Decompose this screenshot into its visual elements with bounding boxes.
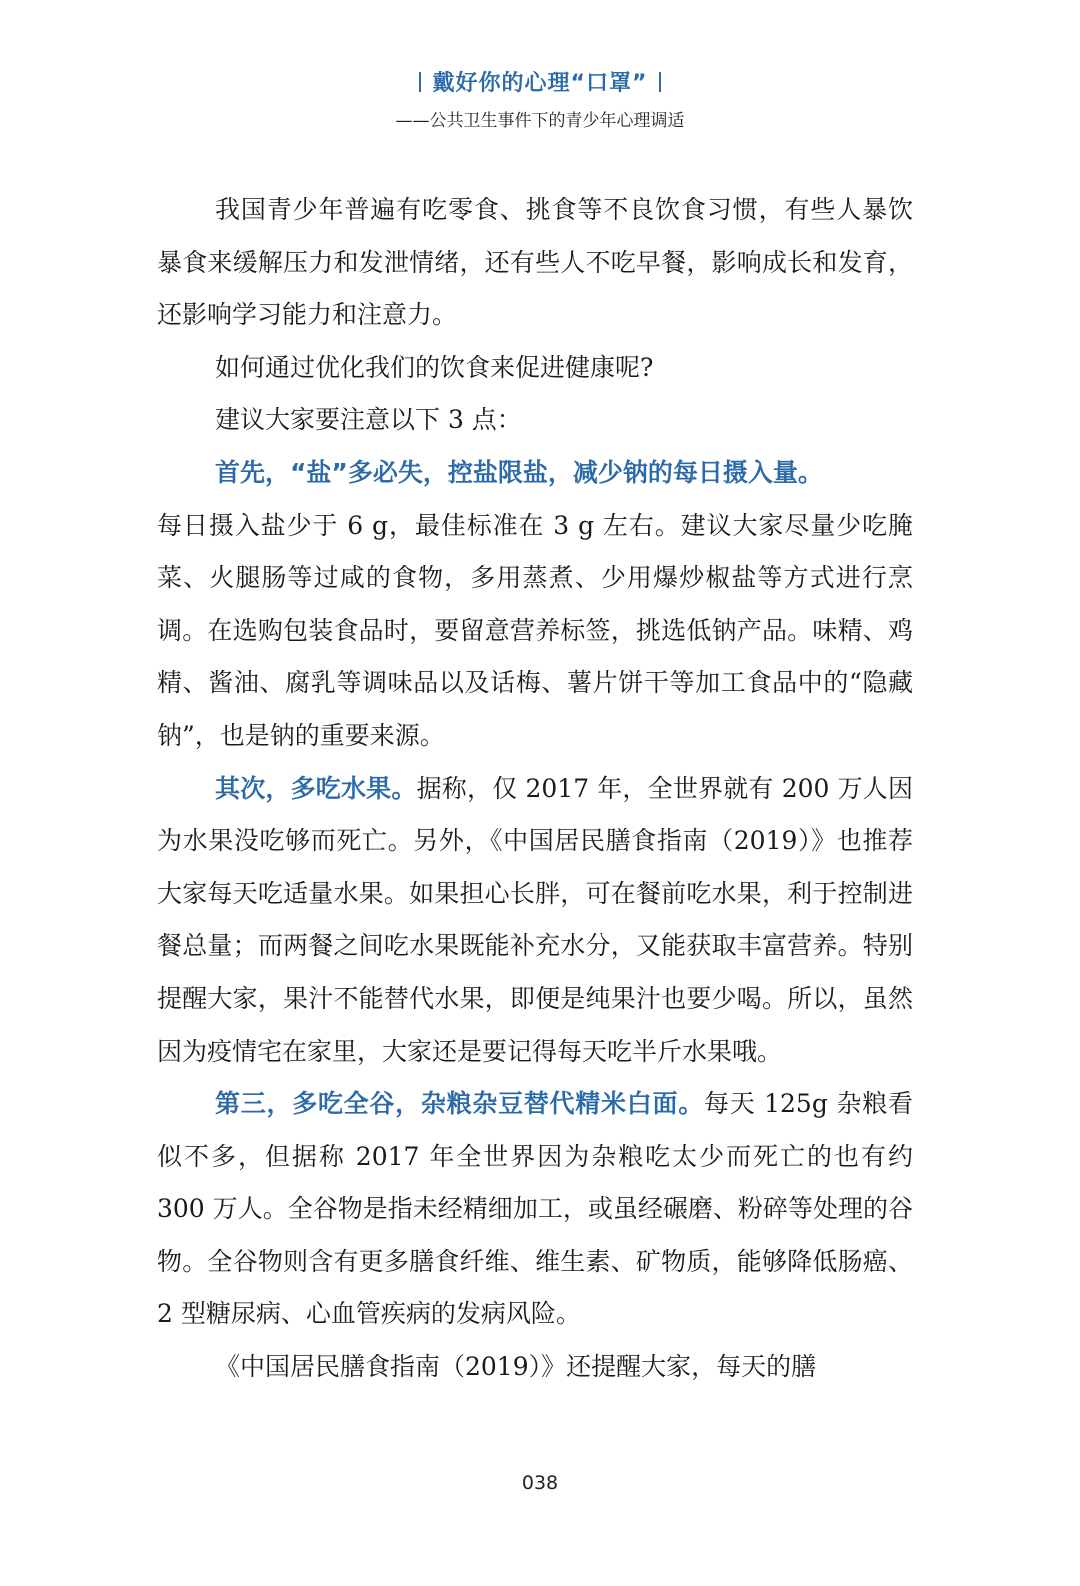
- header-right-bar: [659, 72, 661, 92]
- highlight-salt: 首先，“盐”多必失，控盐限盐，减少钠的每日摄入量。: [215, 457, 823, 487]
- paragraph-salt: 每日摄入盐少于 6 g，最佳标准在 3 g 左右。建议大家尽量少吃腌菜、火腿肠等过咸的食物，多用蒸煮、少用爆炒椒盐等方式进行烹调。在选购包装食品时，要留意营养标签，挑选低钠产品。味精、鸡精、酱油、腐乳等调味品以及话梅、薯片饼干等加工食品中的“隐藏钠”，也是钠的重要来源。: [157, 510, 913, 750]
- paragraph-grain-text: 每天 125g 杂粮看似不多，但据称 2017 年全世界因为杂粮吃太少而死亡的也有约 300 万人。全谷物是指未经精细加工，或虽经碾磨、粉碎等处理的谷物。全谷物则含有更多膳食纤维、维生素、矿物质，能够降低肠癌、2 型糖尿病、心血管疾病的发病风险。: [157, 1089, 913, 1329]
- heading-salt: [157, 447, 913, 500]
- article-body: [157, 184, 913, 1394]
- highlight-grain: 第三，多吃全谷，杂粮杂豆替代精米白面。: [215, 1089, 704, 1119]
- page-number: 038: [521, 1472, 559, 1494]
- paragraph-fruit: [157, 763, 913, 1079]
- highlight-fruit: 其次，多吃水果。: [215, 773, 417, 803]
- header-title-row: [0, 66, 1080, 102]
- paragraph-fruit-text: 据称，仅 2017 年，全世界就有 200 万人因为水果没吃够而死亡。另外，《中国居民膳食指南（2019）》也推荐大家每天吃适量水果。如果担心长胖，可在餐前吃水果，利于控制进餐总量；而两餐之间吃水果既能补充水分，又能获取丰富营养。特别提醒大家，果汁不能替代水果，即便是纯果汁也要少喝。所以，虽然因为疫情宅在家里，大家还是要记得每天吃半斤水果哦。: [157, 773, 913, 1066]
- paragraph-suggestion: 建议大家要注意以下 3 点：: [215, 405, 522, 435]
- header-title: 戴好你的心理“口罩”: [432, 71, 648, 96]
- header-left-bar: [419, 72, 421, 92]
- header-subtitle: ——公共卫生事件下的青少年心理调适: [395, 111, 685, 131]
- paragraph-guideline: 《中国居民膳食指南（2019）》还提醒大家，每天的膳: [215, 1352, 817, 1382]
- paragraph-intro: 我国青少年普遍有吃零食、挑食等不良饮食习惯，有些人暴饮暴食来缓解压力和发泄情绪，还有些人不吃早餐，影响成长和发育，还影响学习能力和注意力。: [157, 195, 913, 330]
- paragraph-grain: [157, 1078, 913, 1341]
- paragraph-question: 如何通过优化我们的饮食来促进健康呢?: [215, 352, 654, 382]
- page-header: [0, 66, 1080, 131]
